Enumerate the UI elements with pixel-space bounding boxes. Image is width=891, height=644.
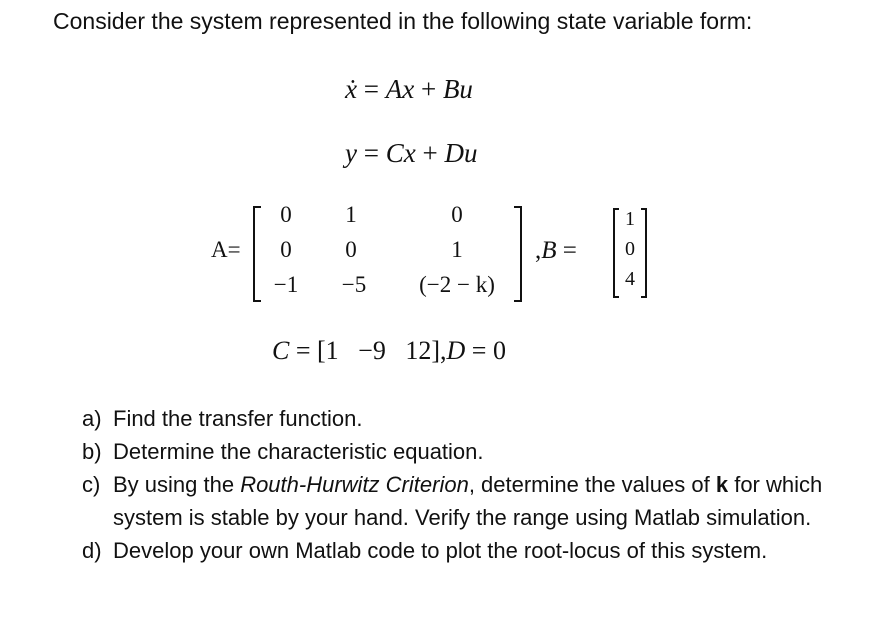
- question-label: d): [82, 538, 102, 563]
- matrix-b-label: B: [541, 237, 557, 264]
- matrix-a-cell: 1: [345, 202, 357, 227]
- matrix-a-cell: 0: [280, 202, 292, 227]
- plus-sign: +: [414, 74, 443, 104]
- equals-sign: =: [356, 74, 386, 104]
- matrix-d-value: 0: [492, 336, 506, 365]
- question-label: c): [82, 472, 101, 497]
- equals-sign: =: [356, 138, 386, 168]
- matrix-c-value: [1 −9 12]: [317, 336, 440, 365]
- question-text: [113, 468, 872, 534]
- du-term: Du: [444, 138, 478, 168]
- matrix-b-cell: 1: [625, 208, 635, 230]
- question-text: [113, 402, 872, 435]
- matrix-a-label: A=: [211, 237, 241, 262]
- bu-term: Bu: [442, 74, 473, 104]
- italic-term: Routh-Hurwitz Criterion: [240, 472, 469, 497]
- equals-sign: =: [465, 336, 493, 365]
- matrix-b-left-bracket: [612, 208, 620, 298]
- cd-equation: [272, 336, 506, 366]
- matrix-b-cell: 0: [625, 238, 635, 260]
- matrix-a-cell: −1: [273, 272, 299, 297]
- matrix-c-label: C: [272, 336, 290, 365]
- matrix-a-cell: 0: [451, 202, 463, 227]
- bold-variable: k: [715, 472, 729, 497]
- question-text-segment: By using the: [113, 472, 241, 497]
- state-equation: [345, 74, 473, 105]
- question-item: [82, 534, 872, 567]
- matrix-a-cell: −5: [341, 272, 367, 297]
- question-text-segment: for which system is stable by your hand. Verify the range using Matlab simulation.: [113, 472, 823, 530]
- matrix-a-cell: (−2 − k): [419, 272, 495, 297]
- matrix-a-cell: 0: [280, 237, 292, 262]
- ax-term: Ax: [385, 74, 415, 104]
- x-dot-symbol: ẋ: [345, 74, 357, 104]
- intro-text: Consider the system represented in the following state variable form:: [53, 8, 753, 34]
- comma-separator: ,: [535, 237, 542, 264]
- matrix-d-label: D: [446, 336, 466, 365]
- question-label: b): [82, 439, 102, 464]
- question-text-segment: Develop your own Matlab code to plot the root-locus of this system.: [113, 538, 768, 563]
- y-symbol: y: [345, 138, 357, 168]
- comma-separator: ,: [440, 336, 447, 365]
- question-text: [113, 534, 872, 567]
- matrix-b-equation: [535, 237, 577, 265]
- question-label: a): [82, 406, 102, 431]
- question-text: [113, 435, 872, 468]
- matrix-b-right-bracket: [640, 208, 648, 298]
- question-list: [82, 402, 872, 567]
- output-equation: [345, 138, 477, 169]
- question-item: [82, 468, 872, 534]
- matrix-a-cell: 0: [345, 237, 357, 262]
- cx-term: Cx: [385, 138, 416, 168]
- question-item: [82, 402, 872, 435]
- equals-sign: =: [289, 336, 318, 365]
- question-text-segment: , determine the values of: [468, 472, 716, 497]
- question-text-segment: Determine the characteristic equation.: [113, 439, 484, 464]
- matrix-b-cell: 4: [625, 268, 635, 290]
- question-text-segment: Find the transfer function.: [113, 406, 363, 431]
- equals-sign: =: [556, 237, 577, 264]
- matrix-a-cell: 1: [451, 237, 463, 262]
- question-item: [82, 435, 872, 468]
- plus-sign: +: [415, 138, 445, 168]
